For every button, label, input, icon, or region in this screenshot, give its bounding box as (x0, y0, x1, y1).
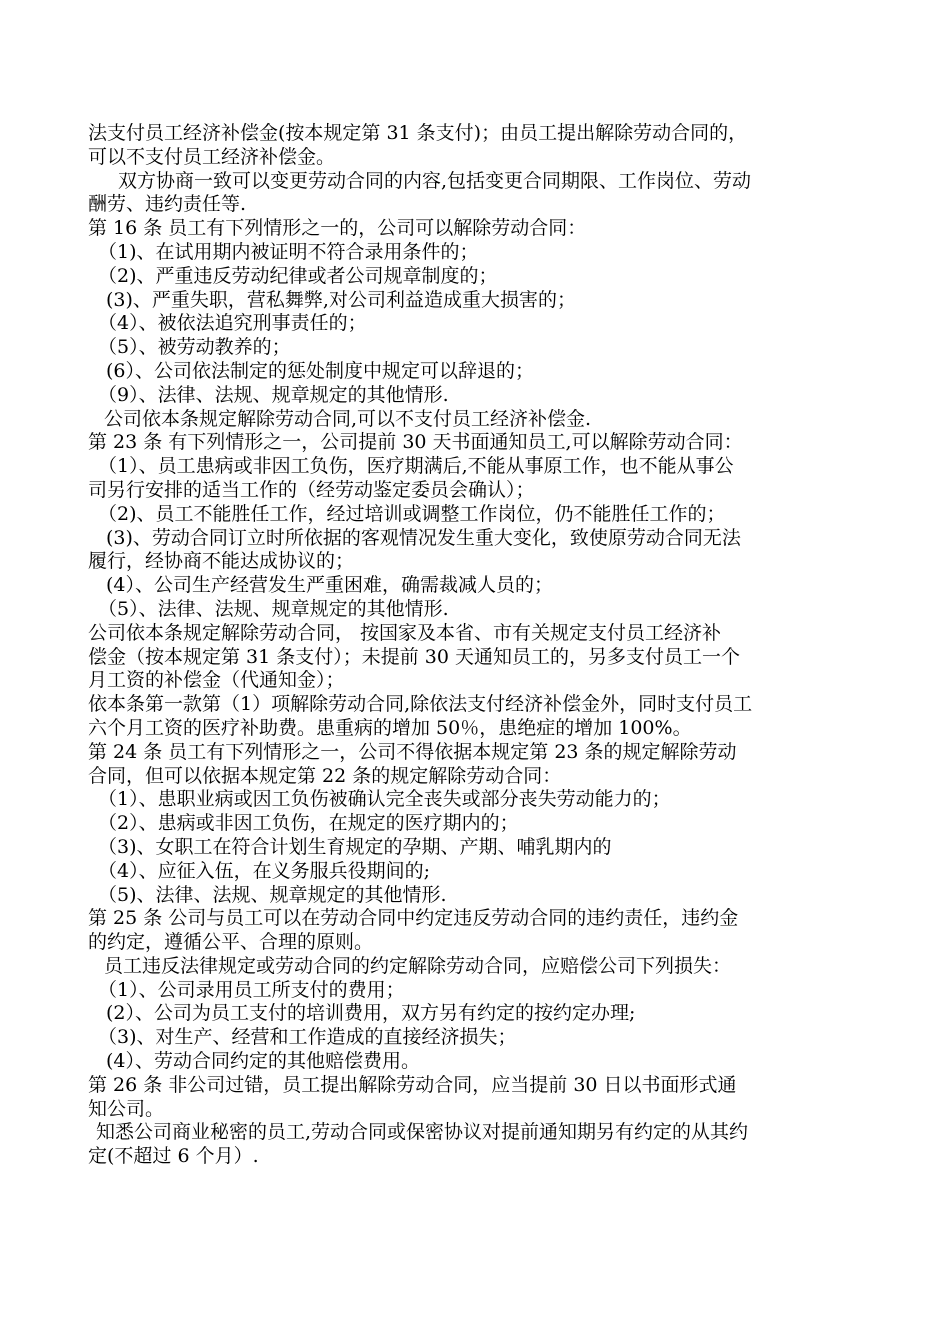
text-line: (4）、公司生产经营发生严重困难，确需裁减人员的； (106, 574, 554, 597)
text-line: 定(不超过 6 个月）. (88, 1145, 259, 1168)
text-line: （2)、严重违反劳动纪律或者公司规章制度的； (98, 264, 498, 287)
text-line: (6）、公司依法制定的惩处制度中规定可以辞退的； (106, 359, 535, 382)
text-line: 公司依本条规定解除劳动合同， 按国家及本省、市有关规定支付员工经济补 (88, 621, 722, 644)
text-line: (4）、劳动合同约定的其他赔偿费用。 (106, 1050, 421, 1073)
text-line: （3)、对生产、经营和工作造成的直接经济损失； (98, 1026, 517, 1049)
text-line: 员工违反法律规定或劳动合同的约定解除劳动合同，应赔偿公司下列损失： (104, 954, 732, 977)
text-line: （4）、被依法追究刑事责任的； (98, 312, 367, 335)
text-line: 月工资的补偿金（代通知金）； (88, 669, 345, 692)
text-line: （1）、员工患病或非因工负伤，医疗期满后,不能从事原工作，也不能从事公 (98, 455, 734, 478)
text-line: 合同，但可以依据本规定第 22 条的规定解除劳动合同： (88, 764, 562, 787)
text-line: 第 26 条 非公司过错，员工提出解除劳动合同，应当提前 30 日以书面形式通 (88, 1073, 737, 1096)
text-line: 依本条第一款第（1）项解除劳动合同,除依法支付经济补偿金外，同时支付员工 (88, 693, 753, 716)
text-line: (3)、劳动合同订立时所依据的客观情况发生重大变化，致使原劳动合同无法 (106, 526, 741, 549)
text-line: 第 23 条 有下列情形之一，公司提前 30 天书面通知员工,可以解除劳动合同： (88, 431, 743, 454)
text-line: 司另行安排的适当工作的（经劳动鉴定委员会确认）； (88, 478, 535, 501)
text-line: 六个月工资的医疗补助费。患重病的增加 50％，患绝症的增加 100%。 (88, 716, 692, 739)
text-line: (3)、严重失职，营私舞弊,对公司利益造成重大损害的； (106, 288, 576, 311)
text-line: （2）、患病或非因工负伤，在规定的医疗期内的； (98, 812, 519, 835)
text-line: 知悉公司商业秘密的员工,劳动合同或保密协议对提前通知期另有约定的从其约 (96, 1121, 749, 1144)
text-line: 酬劳、违约责任等. (88, 193, 247, 216)
text-line: 履行，经协商不能达成协议的； (88, 550, 355, 573)
text-line: （9）、法律、法规、规章规定的其他情形. (98, 383, 449, 406)
text-line: （1）、患职业病或因工负伤被确认完全丧失或部分丧失劳动能力的； (98, 788, 671, 811)
text-line: 法支付员工经济补偿金(按本规定第 31 条支付)；由员工提出解除劳动合同的， (88, 122, 748, 144)
text-line: （3)、女职工在符合计划生育规定的孕期、产期、哺乳期内的 (98, 835, 612, 858)
text-line: （4）、应征入伍，在义务服兵役期间的; (98, 859, 430, 882)
text-line: 公司依本条规定解除劳动合同,可以不支付员工经济补偿金. (104, 407, 592, 430)
text-line: （5）、被劳动教养的； (98, 336, 291, 359)
text-line: 第 16 条 员工有下列情形之一的，公司可以解除劳动合同： (88, 217, 587, 240)
text-line: （2)、员工不能胜任工作，经过培训或调整工作岗位，仍不能胜任工作的； (98, 502, 726, 525)
text-line: 第 24 条 员工有下列情形之一，公司不得依据本规定第 23 条的规定解除劳动 (88, 740, 737, 763)
text-line: 知公司。 (88, 1097, 165, 1120)
text-line: (2）、公司为员工支付的培训费用，双方另有约定的按约定办理; (106, 1002, 636, 1025)
text-line: （1)、在试用期内被证明不符合录用条件的； (98, 240, 479, 263)
text-line: （1）、公司录用员工所支付的费用； (98, 978, 405, 1001)
text-line: （5）、法律、法规、规章规定的其他情形. (98, 597, 449, 620)
document-body (88, 122, 868, 1169)
text-line: （5)、法律、法规、规章规定的其他情形. (98, 883, 447, 906)
text-line: 第 25 条 公司与员工可以在劳动合同中约定违反劳动合同的违约责任，违约金 (88, 907, 739, 930)
text-line: 的约定，遵循公平、合理的原则。 (88, 931, 374, 954)
text-line: 偿金（按本规定第 31 条支付）；未提前 30 天通知员工的，另多支付员工一个 (88, 645, 741, 668)
text-line: 双方协商一致可以变更劳动合同的内容,包括变更合同期限、工作岗位、劳动 (118, 169, 752, 192)
text-line: 可以不支付员工经济补偿金。 (88, 145, 336, 168)
